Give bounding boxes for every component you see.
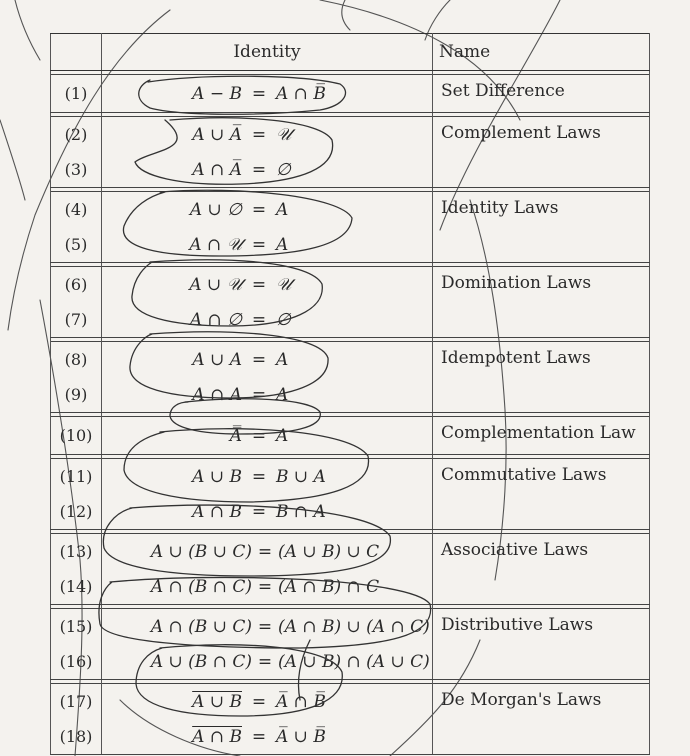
equals-sign: = (251, 83, 267, 104)
identity-lhs: A ∪ B (192, 691, 242, 712)
law-group (51, 342, 650, 413)
law-name: Commutative Laws (441, 465, 607, 485)
identity-lhs: A ∩ ∅ (189, 309, 242, 330)
equals-sign: = (251, 501, 267, 522)
identity-lhs: A − B (192, 83, 242, 104)
law-group (51, 684, 650, 755)
identity-row (51, 417, 650, 455)
equals-sign: = (257, 541, 273, 562)
law-name: Domination Laws (441, 273, 592, 293)
identity-lhs: A ∪ A̅ (192, 124, 242, 145)
set-identities-table (50, 33, 650, 755)
identity-lhs: A ∩ (B ∩ C) (150, 576, 252, 597)
equals-sign: = (251, 309, 267, 330)
equals-sign: = (251, 425, 267, 446)
identity-lhs: A ∩ A (192, 384, 242, 405)
identity-rhs: A (276, 384, 289, 405)
pen-stroke (342, 0, 350, 30)
law-name: De Morgan's Laws (441, 690, 602, 710)
row-number: (14) (51, 569, 102, 605)
identity-row (51, 534, 650, 570)
identity-rhs: A ∩ B̅ (276, 83, 326, 104)
equals-sign: = (251, 159, 267, 180)
identity-lhs: A ∩ B (192, 726, 242, 747)
row-number: (13) (51, 534, 102, 570)
pen-stroke (15, 0, 40, 60)
law-group (51, 75, 650, 113)
row-number: (6) (51, 267, 102, 303)
identity-rhs: ∅ (276, 159, 291, 180)
identity-rhs: B ∪ A (276, 466, 326, 487)
identity-row (51, 609, 650, 645)
identity-rhs: 𝒰 (276, 274, 292, 295)
row-number: (12) (51, 494, 102, 530)
law-group (51, 417, 650, 455)
identity-rhs: 𝒰 (276, 124, 292, 145)
row-number: (10) (51, 417, 102, 455)
header-row (51, 34, 650, 71)
identity-rhs: (A ∩ B) ∩ C (278, 576, 380, 597)
identity-rhs: ∅ (276, 309, 291, 330)
law-name: Idempotent Laws (441, 348, 591, 368)
row-number: (1) (51, 75, 102, 113)
identity-rhs: A̅ ∪ B̅ (276, 726, 326, 747)
law-group (51, 459, 650, 530)
row-number: (5) (51, 227, 102, 263)
identity-lhs: A ∪ A (192, 349, 242, 370)
row-number: (4) (51, 192, 102, 228)
equals-sign: = (251, 726, 267, 747)
row-number: (8) (51, 342, 102, 378)
row-number: (7) (51, 302, 102, 338)
identity-row (51, 342, 650, 378)
law-name: Complement Laws (441, 123, 601, 143)
identity-lhs: A ∪ ∅ (189, 199, 242, 220)
identity-lhs: A ∩ A̅ (192, 159, 242, 180)
law-group (51, 192, 650, 263)
equals-sign: = (251, 234, 267, 255)
identity-row (51, 267, 650, 303)
header-name: Name (433, 34, 650, 71)
identity-rhs: A (276, 425, 289, 446)
identity-rhs: B ∩ A (276, 501, 326, 522)
equals-sign: = (257, 576, 273, 597)
equals-sign: = (251, 691, 267, 712)
row-number: (9) (51, 377, 102, 413)
row-number: (2) (51, 117, 102, 153)
law-name: Distributive Laws (441, 615, 594, 635)
identity-rhs: A (276, 349, 289, 370)
row-number: (11) (51, 459, 102, 495)
row-number: (3) (51, 152, 102, 188)
equals-sign: = (251, 274, 267, 295)
row-number: (17) (51, 684, 102, 720)
law-group (51, 534, 650, 605)
identity-row (51, 117, 650, 153)
identity-rhs: A (276, 199, 289, 220)
identity-lhs: A ∩ (B ∪ C) (150, 616, 252, 637)
equals-sign: = (251, 124, 267, 145)
identity-lhs: A ∪ B (192, 466, 242, 487)
row-number: (16) (51, 644, 102, 680)
identity-rhs: (A ∪ B) ∪ C (278, 541, 380, 562)
identity-row (51, 684, 650, 720)
equals-sign: = (257, 616, 273, 637)
identity-lhs: A ∩ 𝒰 (189, 234, 242, 255)
identity-lhs: A̿ (229, 425, 242, 446)
identity-rhs: (A ∩ B) ∪ (A ∩ C) (278, 616, 430, 637)
equals-sign: = (257, 651, 273, 672)
pen-stroke (0, 120, 25, 200)
identity-row (51, 75, 650, 113)
law-group (51, 609, 650, 680)
identity-lhs: A ∪ (B ∪ C) (150, 541, 252, 562)
law-name: Set Difference (441, 81, 565, 101)
identity-rhs: A̅ ∩ B̅ (276, 691, 326, 712)
identity-rhs: A (276, 234, 289, 255)
row-number: (15) (51, 609, 102, 645)
identity-rhs: (A ∪ B) ∩ (A ∪ C) (278, 651, 430, 672)
identity-lhs: A ∪ 𝒰 (189, 274, 242, 295)
equals-sign: = (251, 199, 267, 220)
law-group (51, 117, 650, 188)
equals-sign: = (251, 466, 267, 487)
equals-sign: = (251, 349, 267, 370)
law-name: Associative Laws (441, 540, 589, 560)
header-number (51, 34, 102, 71)
row-number: (18) (51, 719, 102, 755)
identity-lhs: A ∩ B (192, 501, 242, 522)
equals-sign: = (251, 384, 267, 405)
identity-lhs: A ∪ (B ∩ C) (150, 651, 252, 672)
identity-row (51, 459, 650, 495)
identity-row (51, 192, 650, 228)
law-name: Identity Laws (441, 198, 559, 218)
law-group (51, 267, 650, 338)
header-identity: Identity (102, 34, 433, 71)
law-name: Complementation Law (441, 423, 636, 443)
